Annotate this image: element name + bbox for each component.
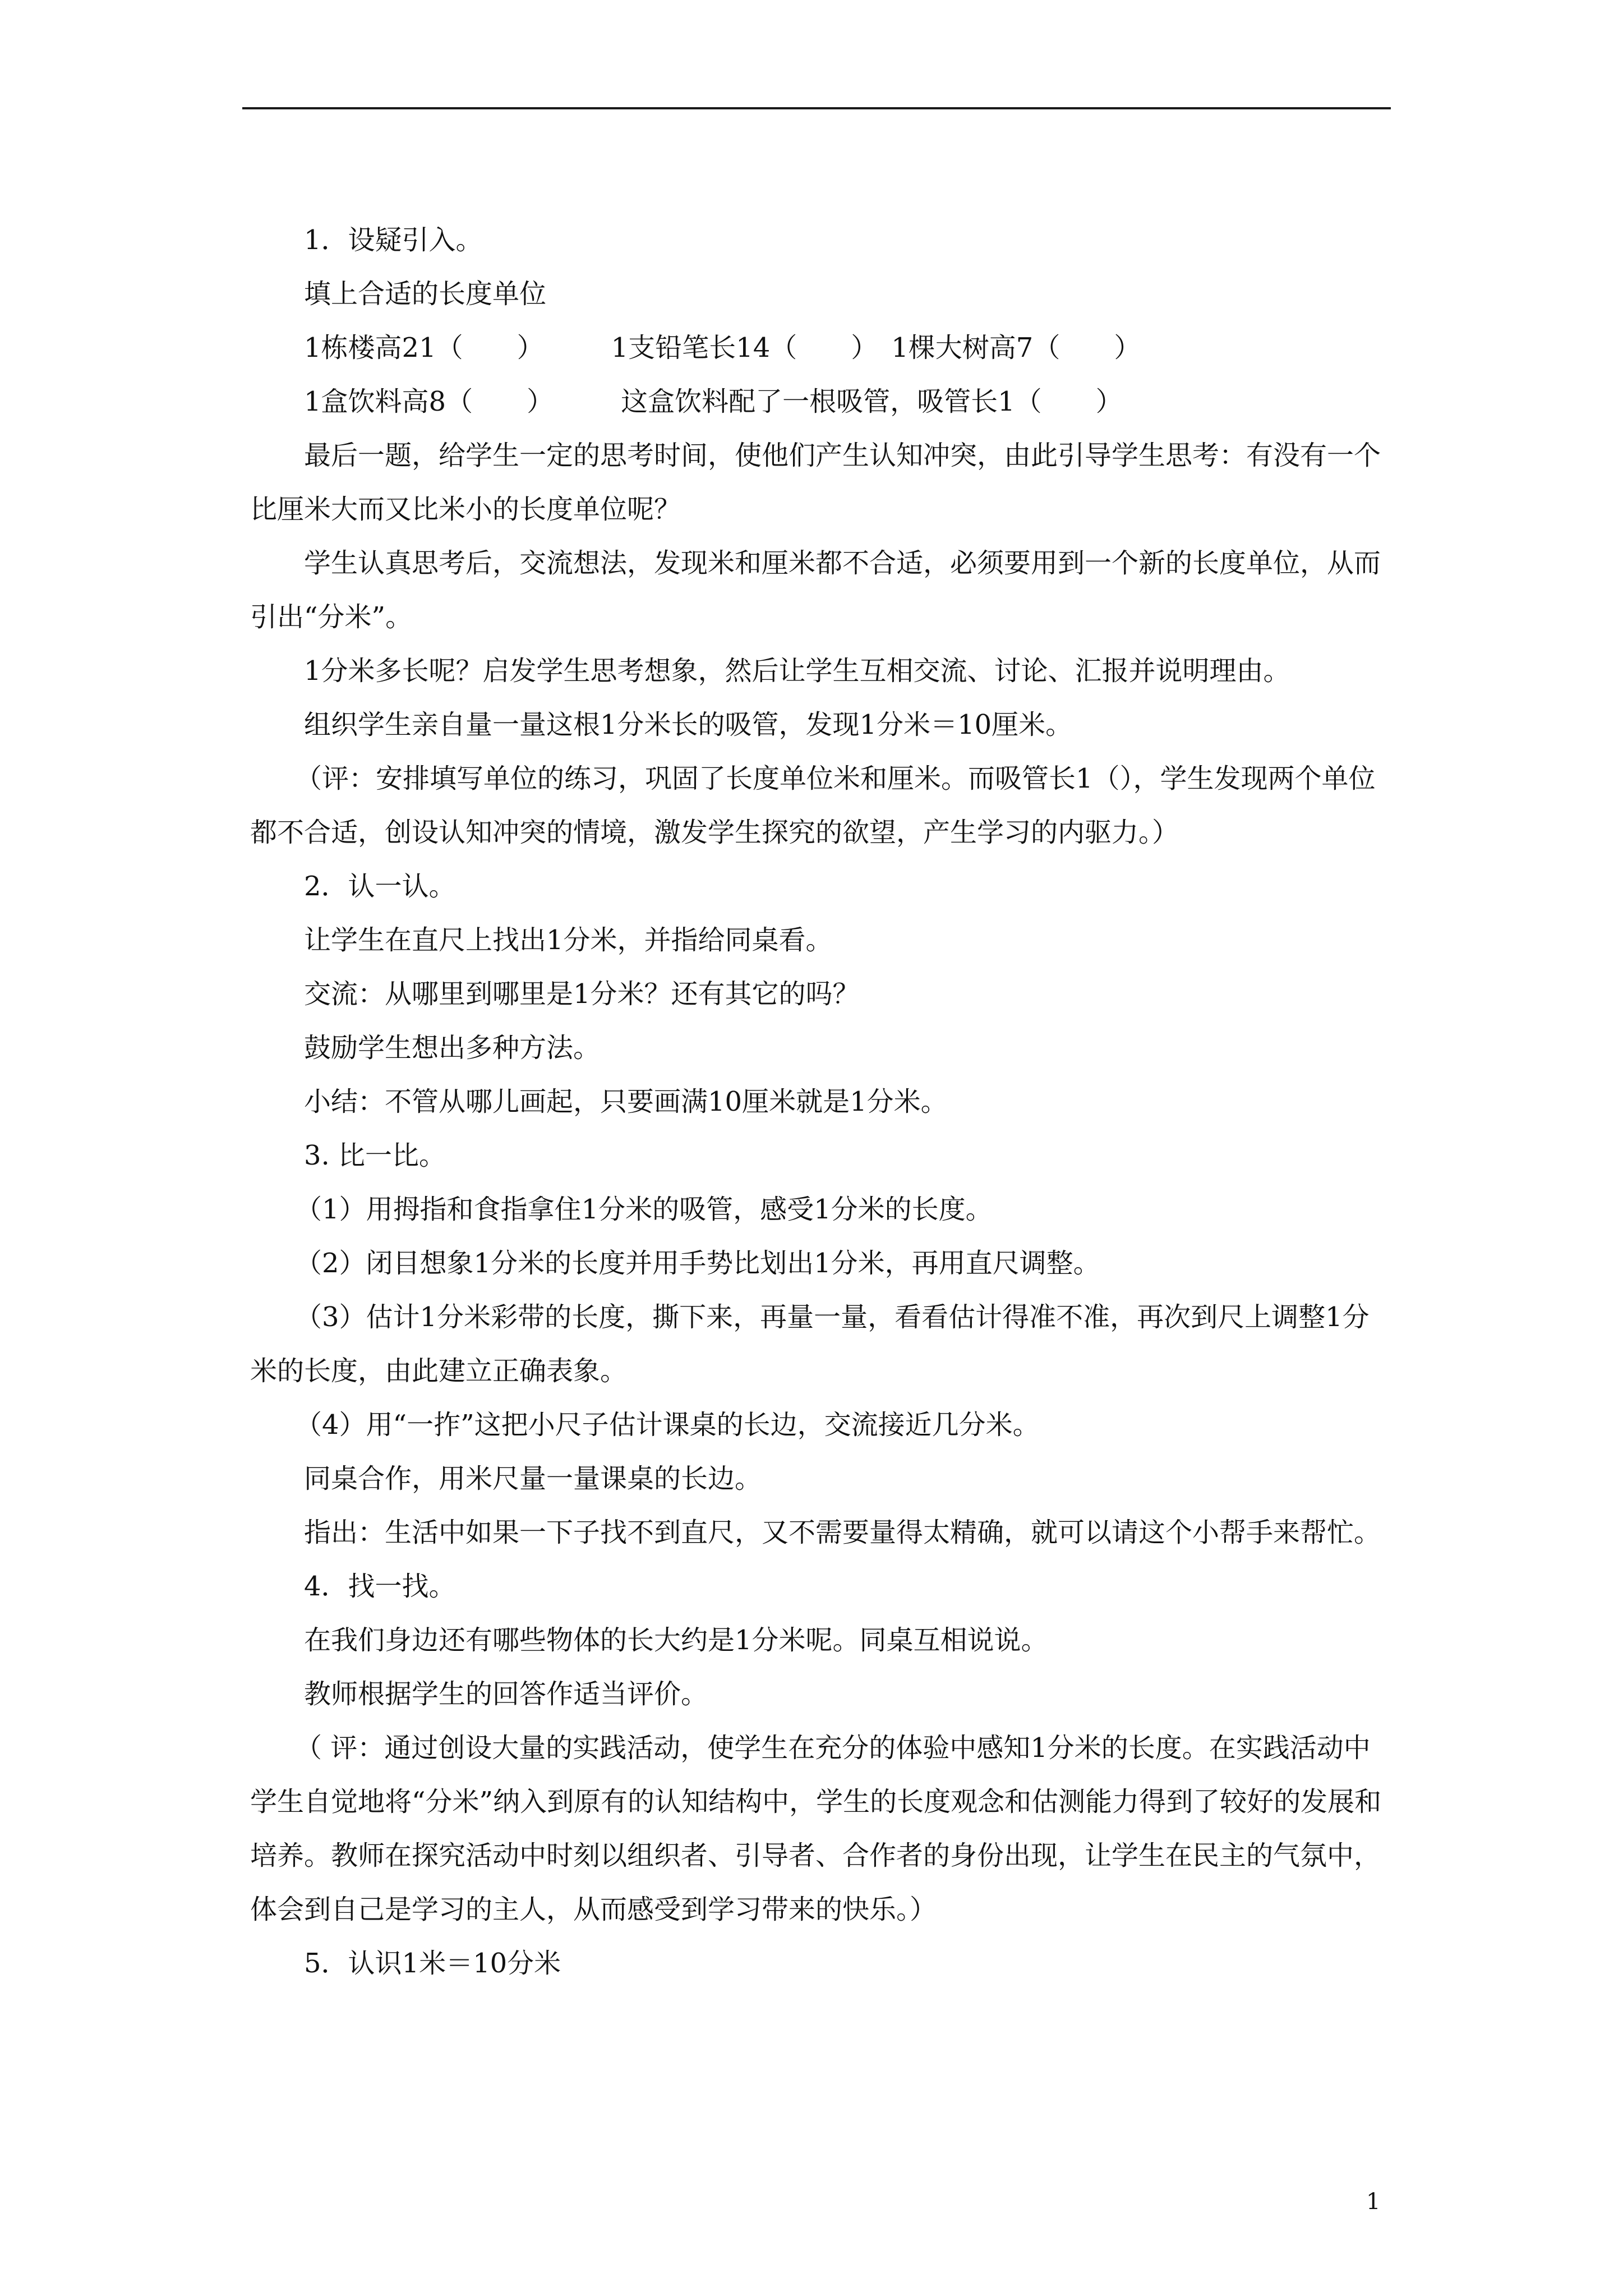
comment-paragraph: （评：安排填写单位的练习，巩固了长度单位米和厘米。而吸管长1（），学生发现两个单位都不合适，创设认知冲突的情境，激发学生探究的欲望，产生学习的内驱力。） — [250, 763, 1376, 848]
list-item: （3）估计1分米彩带的长度，撕下来，再量一量，看看估计得准不准，再次到尺上调整1分米的长度，由此建立正确表象。 — [250, 1301, 1370, 1387]
fill-blank-row-1: 1栋楼高21（ ） 1支铅笔长14（ ） 1棵大树高7（ ） — [304, 332, 1141, 364]
paragraph: 鼓励学生想出多种方法。 — [304, 1032, 601, 1064]
document-body — [250, 213, 1391, 1990]
paragraph: 在我们身边还有哪些物体的长大约是1分米呢。同桌互相说说。 — [304, 1625, 1048, 1656]
section-heading-2: 2．认一认。 — [304, 871, 456, 902]
paragraph: 同桌合作，用米尺量一量课桌的长边。 — [304, 1463, 762, 1494]
paragraph: 让学生在直尺上找出1分米，并指给同桌看。 — [304, 924, 833, 956]
page-number: 1 — [1366, 2189, 1381, 2215]
paragraph: 指出：生活中如果一下子找不到直尺，又不需要量得太精确，就可以请这个小帮手来帮忙。 — [304, 1517, 1381, 1548]
paragraph: 学生认真思考后，交流想法，发现米和厘米都不合适，必须要用到一个新的长度单位，从而引出“分米”。 — [250, 547, 1381, 633]
header-rule — [242, 107, 1391, 109]
paragraph: 1分米多长呢？启发学生思考想象，然后让学生互相交流、讨论、汇报并说明理由。 — [304, 655, 1290, 687]
section-heading-1: 1．设疑引入。 — [304, 224, 483, 256]
paragraph: 教师根据学生的回答作适当评价。 — [304, 1678, 708, 1710]
list-item: （1）用拇指和食指拿住1分米的吸管，感受1分米的长度。 — [295, 1194, 993, 1225]
comment-paragraph: （ 评：通过创设大量的实践活动，使学生在充分的体验中感知1分米的长度。在实践活动中学生自觉地将“分米”纳入到原有的认知结构中，学生的长度观念和估测能力得到了较好的发展和培养。教师在探究活动中时刻以组织者、引导者、合作者的身份出现，让学生在民主的气氛中，体会到自己是学习的主人，从而感受到学习带来的快乐。） — [250, 1732, 1382, 1925]
section-heading-3: 3. 比一比。 — [304, 1140, 446, 1171]
list-item: （2）闭目想象1分米的长度并用手势比划出1分米，再用直尺调整。 — [295, 1248, 1100, 1279]
list-item: （4）用“一拃”这把小尺子估计课桌的长边，交流接近几分米。 — [295, 1409, 1040, 1441]
paragraph: 交流：从哪里到哪里是1分米？还有其它的吗？ — [304, 978, 860, 1010]
section-heading-4: 4．找一找。 — [304, 1571, 456, 1602]
fill-blank-row-2: 1盒饮料高8（ ） 这盒饮料配了一根吸管，吸管长1（ ） — [304, 386, 1123, 417]
paragraph: 最后一题，给学生一定的思考时间，使他们产生认知冲突，由此引导学生思考：有没有一个比厘米大而又比米小的长度单位呢？ — [250, 440, 1381, 525]
paragraph: 小结：不管从哪儿画起，只要画满10厘米就是1分米。 — [304, 1086, 948, 1117]
paragraph: 填上合适的长度单位 — [304, 278, 547, 310]
paragraph: 组织学生亲自量一量这根1分米长的吸管，发现1分米＝10厘米。 — [304, 709, 1073, 740]
section-heading-5: 5．认识1米＝10分米 — [304, 1948, 561, 1979]
